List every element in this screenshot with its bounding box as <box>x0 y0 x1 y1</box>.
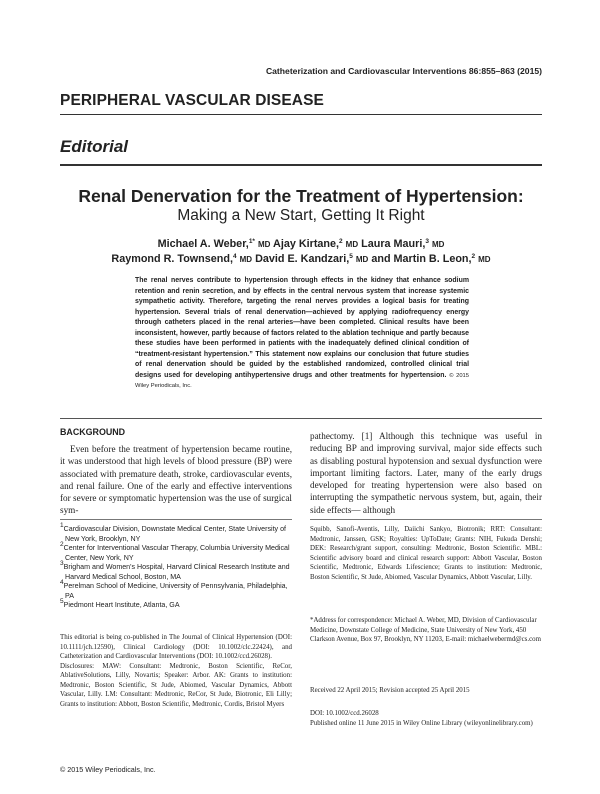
published-online: Published online 11 June 2015 in Wiley Online Library (wileyonlinelibrary.com) <box>310 719 533 727</box>
author: Michael A. Weber,$^{1*}$ MD <box>157 238 271 250</box>
footer-copyright: © 2015 Wiley Periodicals, Inc. <box>60 765 156 774</box>
author: David E. Kandzari,$^5$ MD <box>255 253 369 265</box>
divider <box>60 418 542 419</box>
body-text-left: Even before the treatment of hypertension became routine, it was understood that high levels of blood pressure (BP) were associated with premature death, stroke, cardiovascular events, and renal failure. One of the early and effective interventions for severe or symptomatic hypertension was the use of surgical sym- <box>60 444 292 516</box>
author-line <box>60 238 542 250</box>
article-type: Editorial <box>60 137 129 156</box>
disclosures-right: Squibb, Sanofi-Aventis, Lilly, Daiichi Sankyo, Biotronik; RRT: Consultant: Medtronic, Janssen, GSK; Royalties: UpToDate; Grants: NIH, Fukuda Denshi; DEK: Research/grant support, consulting: Medtronic, Boston Scientific. MBL: Scientific advisory board and clinical research support: Abbott Vascular, Boston Scientific, Medtronic, Edwards Lifescience; Grants to institution: Medtronic, Boston Scientific, St Jude, Abiomed, Vascular Dynamics, Abbott Vascular, Lilly. <box>310 526 542 581</box>
abstract-text: The renal nerves contribute to hypertension through effects in the kidney that enhance sodium retention and renin secretion, and by effects in the central nervous system that increase systemic sympathetic activity. Therefore, targeting the renal nerves provides a logical basis for treating hypertension. Several trials of renal denervation—achieved by applying radiofrequency energy through catheters placed in the renal arteries—have been completed. Clinical results have been inconsistent, however, partly because of factors related to the ablation technique and partly because these studies have been performed in patients with the inadequately defined clinical condition of “treatment-resistant hypertension.” This statement now explains our conclusion that future studies of renal denervation should be guided by the established randomized, controlled clinical trial designs used for developing antihypertensive drugs and other treatments for hypertension. <box>135 277 469 379</box>
body-text-right: pathectomy. [1] Although this technique was useful in reducing BP and improving survival, major side effects such as disabling postural hypotension and sexual dysfunction were important limiting factors. Later, many of the early drugs developed for treating hypertension were also based on interrupting the sympathetic nervous system, but, again, their side effects— although <box>310 431 542 515</box>
doi: DOI: 10.1002/ccd.26028 <box>310 710 379 717</box>
disclosures-left: Disclosures: MAW: Consultant: Medtronic, Boston Scientific, ReCor, AblativeSolutions, Lilly, Novartis; Speaker: Arbor. AK: Grants to institution: Medtronic, Boston Scientific, St Jude, Abiomed, Vascular Dynamics, Abbott Vascular, Lilly. LM: Consultant: Medtronic, ReCor, St Jude, Biotronic, Eli Lilly; Grants to institution: Abbott, Boston Scientific, Medtronic, Cordis, Bristol Myers <box>60 662 292 708</box>
divider <box>60 114 542 115</box>
author: and Martin B. Leon,$^2$ MD <box>371 253 491 265</box>
affiliation: $^4$Perelman School of Medicine, University of Pennsylvania, Philadelphia, PA <box>60 579 288 600</box>
received-dates: Received 22 April 2015; Revision accepted 25 April 2015 <box>310 687 470 694</box>
affiliation: $^2$Center for Interventional Vascular Therapy, Columbia University Medical Center, New York, NY <box>60 541 290 562</box>
author: Raymond R. Townsend,$^4$ MD <box>111 253 253 265</box>
author: Ajay Kirtane,$^2$ MD <box>273 238 359 250</box>
author: Laura Mauri,$^3$ MD <box>361 238 445 250</box>
affiliation: $^1$Cardiovascular Division, Downstate Medical Center, State University of New York, Brooklyn, NY <box>60 522 286 543</box>
footnotes-left <box>60 633 292 709</box>
affiliation: $^3$Brigham and Women's Hospital, Harvard Clinical Research Institute and Harvard Medical School, Boston, MA <box>60 560 290 581</box>
footnote-rule <box>310 519 542 520</box>
section-heading: PERIPHERAL VASCULAR DISEASE <box>60 92 324 109</box>
abstract <box>135 276 469 392</box>
article-title: Renal Denervation for the Treatment of Hypertension: <box>78 186 524 206</box>
author-line <box>60 253 542 265</box>
affiliation: $^5$Piedmont Heart Institute, Atlanta, GA <box>60 598 180 609</box>
background-heading: BACKGROUND <box>60 427 126 437</box>
affiliations <box>60 522 292 611</box>
correspondence: *Address for correspondence: Michael A. Weber, MD, Division of Cardiovascular Medicine, Downstate College of Medicine, State University of New York, 450 Clarkson Avenue, Box 97, Brooklyn, NY 11203, E-mail: michaelwebermd@cs.com <box>310 617 541 643</box>
journal-citation: Catheterization and Cardiovascular Interventions 86:855–863 (2015) <box>265 66 542 76</box>
article-subtitle: Making a New Start, Getting It Right <box>177 207 425 224</box>
divider <box>60 164 542 166</box>
publication-info <box>310 709 542 728</box>
copublished-note: This editorial is being co-published in The Journal of Clinical Hypertension (DOI: 10.1111/jch.12590), Clinical Cardiology (DOI: 10.1002/clc.22424), and Catheterization and Cardiovascular Interventions (DOI: 10.1002/ccd.26028). <box>60 634 292 660</box>
footnote-rule <box>60 519 292 520</box>
abstract-copyright: © 2015 Wiley Periodicals, Inc. <box>135 372 469 389</box>
